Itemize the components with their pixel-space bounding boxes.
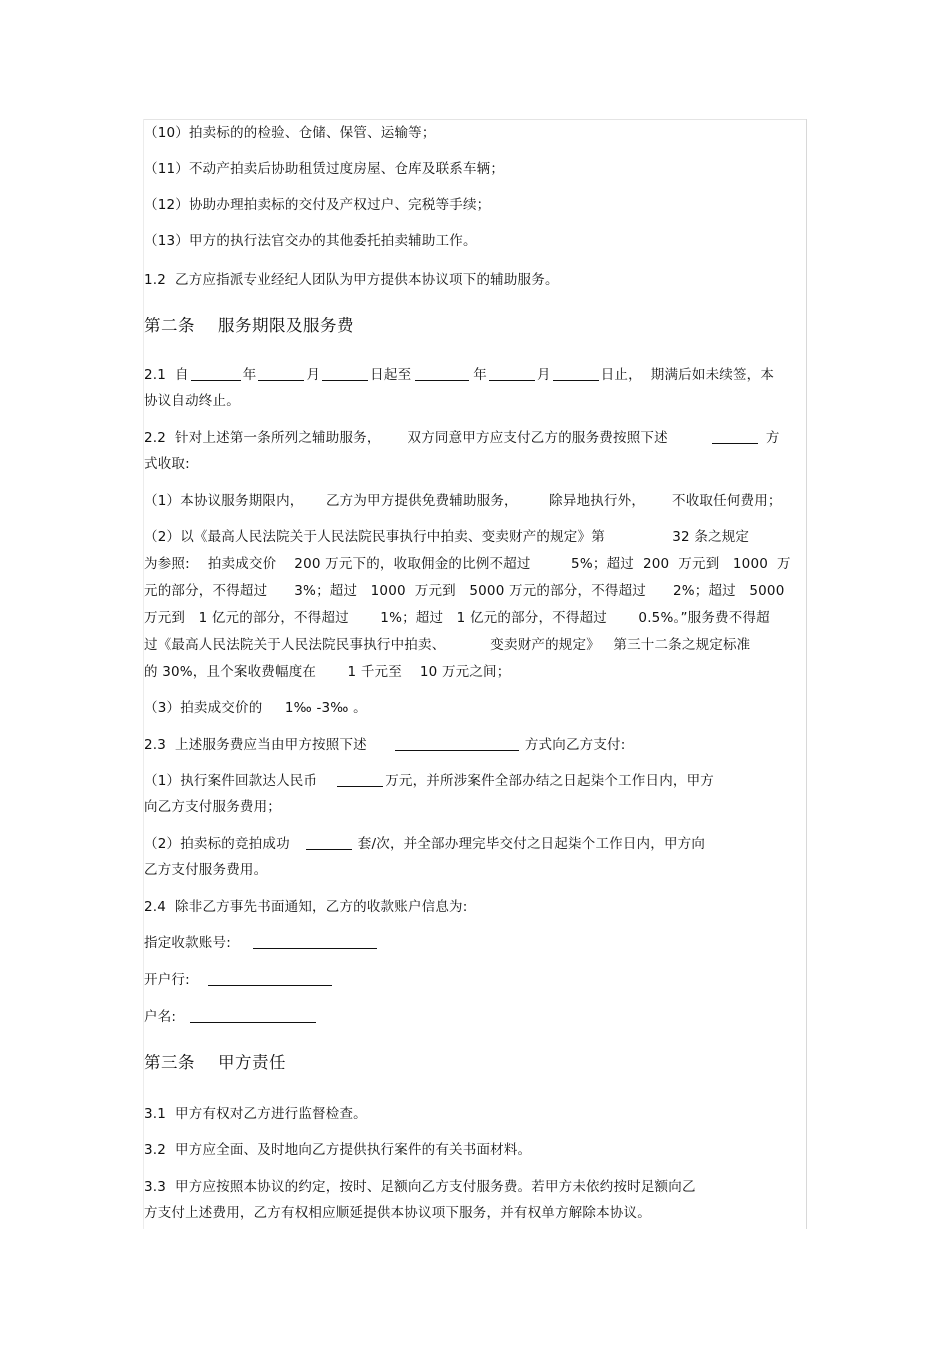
payment-1-text-end: 万元，并所涉案件全部办结之日起柒个工作日内，甲方 (385, 773, 715, 789)
list-item: （10）拍卖标的的检验、仓储、保管、运输等； (144, 125, 436, 141)
clause-2-1-line2: 协议自动终止。 (144, 393, 240, 409)
account-name-blank (190, 1008, 316, 1023)
method-blank (712, 429, 758, 444)
list-item: （13）甲方的执行法官交办的其他委托拍卖辅助工作。 (144, 233, 477, 249)
month-label: 月 (536, 367, 551, 383)
option-2-line: 的 30%，且个案收费幅度在 1 千元至 10 万元之间； (144, 664, 511, 680)
year-label: 年 (473, 367, 487, 383)
payment-2-text: （2）拍卖标的竞拍成功 (144, 836, 290, 852)
clause-2-1-start: 2.1 自 (144, 367, 189, 383)
payment-2-line1 (144, 834, 705, 854)
clause-2-2-line1 (144, 428, 780, 448)
page-frame-right (806, 119, 807, 1229)
clause-2-2-line2: 式收取: (144, 456, 190, 472)
end-year-blank (415, 366, 469, 381)
clause-2-2-text: 2.2 针对上述第一条所列之辅助服务， 双方同意甲方应支付乙方的服务费按照下述 (144, 430, 668, 446)
clause-3-1: 3.1 甲方有权对乙方进行监督检查。 (144, 1106, 367, 1122)
start-month-blank (258, 366, 304, 381)
option-3: （3）拍卖成交价的 1‰ -3‰ 。 (144, 700, 367, 716)
option-2-line: 为参照: 拍卖成交价 200 万元下的，收取佣金的比例不超过 5%；超过 200 万元到 1000 万 (144, 556, 791, 572)
option-2-line: 元的部分，不得超过 3%；超过 1000 万元到 5000 万元的部分，不得超过 2%；超过 5000 (144, 583, 785, 599)
day-label: 日止， 期满后如未续签，本 (600, 367, 775, 383)
bank-row (144, 970, 332, 990)
start-year-blank (191, 366, 241, 381)
clause-3-3-line1: 3.3 甲方应按照本协议的约定，按时、足额向乙方支付服务费。若甲方未依约按时足额向乙 (144, 1179, 696, 1195)
bank-label: 开户行: (144, 972, 190, 988)
clause-2-4: 2.4 除非乙方事先书面通知，乙方的收款账户信息为: (144, 899, 468, 915)
article-2-heading: 第二条 服务期限及服务费 (144, 316, 354, 335)
clause-2-3 (144, 735, 626, 755)
count-blank (306, 835, 352, 850)
start-day-blank (322, 366, 368, 381)
payment-1-text: （1）执行案件回款达人民币 (144, 773, 318, 789)
list-item: （11）不动产拍卖后协助租赁过度房屋、仓库及联系车辆； (144, 161, 505, 177)
clause-2-3-text: 2.3 上述服务费应当由甲方按照下述 (144, 737, 367, 753)
clause-2-1-line1 (144, 365, 774, 385)
payment-2-line2: 乙方支付服务费用。 (144, 862, 268, 878)
payment-method-blank (395, 736, 519, 751)
page-frame-top (143, 119, 807, 120)
clause-1-2: 1.2 乙方应指派专业经纪人团队为甲方提供本协议项下的辅助服务。 (144, 272, 559, 288)
option-1: （1）本协议服务期限内， 乙方为甲方提供免费辅助服务， 除异地执行外， 不收取任何费用； (144, 493, 782, 509)
year-label: 年 (242, 367, 257, 383)
option-2-line: 万元到 1 亿元的部分，不得超过 1%；超过 1 亿元的部分，不得超过 0.5%。”服务费不得超 (144, 610, 770, 626)
clause-3-3-line2: 方支付上述费用，乙方有权相应顺延提供本协议项下服务，并有权单方解除本协议。 (144, 1205, 651, 1221)
account-name-row (144, 1007, 316, 1027)
end-month-blank (489, 366, 535, 381)
month-label: 月 (306, 367, 321, 383)
clause-3-2: 3.2 甲方应全面、及时地向乙方提供执行案件的有关书面材料。 (144, 1142, 532, 1158)
account-number-blank (253, 934, 377, 949)
payment-1-line1 (144, 771, 714, 791)
account-name-label: 户名: (144, 1009, 177, 1025)
clause-2-3-end: 方式向乙方支付: (524, 737, 626, 753)
payment-2-text-end: 套/次，并全部办理完毕交付之日起柒个工作日内，甲方向 (357, 836, 706, 852)
bank-blank (208, 971, 332, 986)
article-3-heading: 第三条 甲方责任 (144, 1053, 286, 1072)
payment-1-line2: 向乙方支付服务费用； (144, 799, 281, 815)
option-2-line: （2）以《最高人民法院关于人民法院民事执行中拍卖、变卖财产的规定》第 32 条之规定 (144, 529, 750, 545)
end-day-blank (553, 366, 599, 381)
account-number-label: 指定收款账号: (144, 935, 231, 951)
account-number-row (144, 933, 377, 953)
option-2-line: 过《最高人民法院关于人民法院民事执行中拍卖、 变卖财产的规定》 第三十二条之规定标准 (144, 637, 751, 653)
amount-blank (337, 772, 383, 787)
clause-2-2-end: 方 (765, 430, 780, 446)
day-label: 日起至 (370, 367, 412, 383)
list-item: （12）协助办理拍卖标的交付及产权过户、完税等手续； (144, 197, 491, 213)
